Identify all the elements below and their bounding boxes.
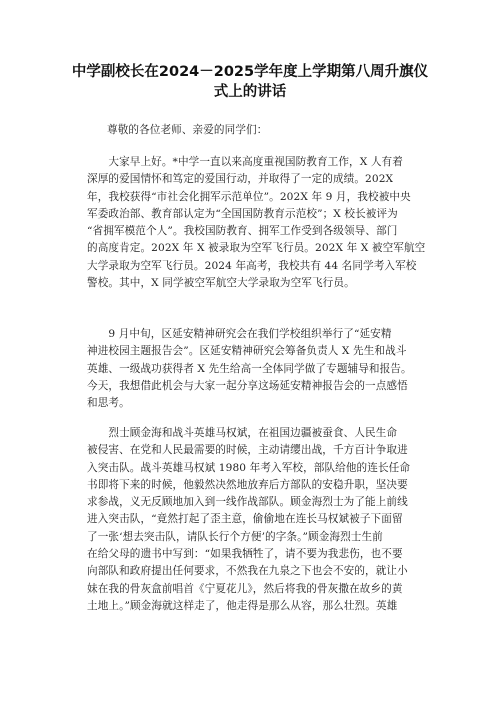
paragraph-line: 在给父母的遗书中写到：“如果我牺牲了，请不要为我悲伤，也不要 xyxy=(87,548,403,561)
paragraph-line: 的高度肯定。202X 年 X 被录取为空军飞行员。202X 年 X 被空军航空 xyxy=(87,242,426,255)
title-line: 式上的讲话 xyxy=(213,84,287,100)
salutation: 尊敬的各位老师、亲爱的同学们： xyxy=(107,124,268,136)
title-line: 中学副校长在2024－2025学年度上学期第八周升旗仪 xyxy=(71,64,429,80)
paragraph-line: 进入突击队，“竟然打起了歪主意，偷偷地在连长马权斌被子下面留 xyxy=(87,513,403,526)
paragraph-line: 英雄、一级战功获得者 X 先生给高一全体同学做了专题辅导和报告。 xyxy=(87,362,412,375)
paragraph-line: 和思考。 xyxy=(87,397,130,410)
paragraph-line: 书即将下来的时候，他毅然决然地放弃后方部队的安稳升职，坚决要 xyxy=(87,478,408,491)
paragraph-line: 求参战，义无反顾地加入到一线作战部队。顾金海烈士为了能上前线 xyxy=(87,496,408,509)
paragraph-line: 军委政治部、教育部认定为“全国国防教育示范校”；X 校长被评为 xyxy=(87,207,398,220)
paragraph-3 xyxy=(87,425,417,615)
paragraph-line: “省拥军模范个人”。我校国防教育、拥军工作受到各级领导、部门 xyxy=(87,225,398,238)
paragraph-line: 土地上。”顾金海就这样走了，他走得是那么从容，那么壮烈。英雄 xyxy=(87,599,398,612)
paragraph-line: 向部队和政府提出任何要求，不然我在九泉之下也会不安的，就让小 xyxy=(87,565,408,578)
paragraph-line: 大学录取为空军飞行员。2024 年高考，我校共有 44 名同学考入军校 xyxy=(87,259,417,272)
paragraph-2 xyxy=(87,326,417,412)
paragraph-line: 深厚的爱国情怀和笃定的爱国行动，并取得了一定的成绩。202X xyxy=(87,173,394,186)
paragraph-line: 妹在我的骨灰盒前唱首《宁夏花儿》，然后将我的骨灰撒在故乡的黄 xyxy=(87,582,403,595)
paragraph-line: 被侵害、在党和人民最需要的时候，主动请缨出战，千方百计争取进 xyxy=(87,444,408,457)
paragraph-line: 警校。其中，X 同学被空军航空大学录取为空军飞行员。 xyxy=(87,277,355,290)
paragraph-line: 了一张‘想去突击队，请队长行个方便’的字条。”顾金海烈士生前 xyxy=(87,530,383,543)
paragraph-line: 烈士顾金海和战斗英雄马权斌，在祖国边疆被蚕食、人民生命 xyxy=(87,427,398,439)
paragraph-line: 年，我校获得“市社会化拥军示范单位”。202X 年 9 月，我校被中央 xyxy=(87,190,411,203)
paragraph-line: 9 月中旬，区延安精神研究会在我们学校组织举行了“延安精 xyxy=(87,328,392,340)
paragraph-line: 大家早上好。*中学一直以来高度重视国防教育工作，X 人有着 xyxy=(87,156,403,168)
paragraph-line: 入突击队。战斗英雄马权斌 1980 年考入军校，部队给他的连长任命 xyxy=(87,461,411,474)
document-title xyxy=(60,62,440,102)
paragraph-1 xyxy=(87,154,426,292)
paragraph-line: 神进校园主题报告会”。区延安精神研究会筹备负责人 X 先生和战斗 xyxy=(87,345,407,358)
paragraph-line: 今天，我想借此机会与大家一起分享这场延安精神报告会的一点感悟 xyxy=(87,379,408,392)
